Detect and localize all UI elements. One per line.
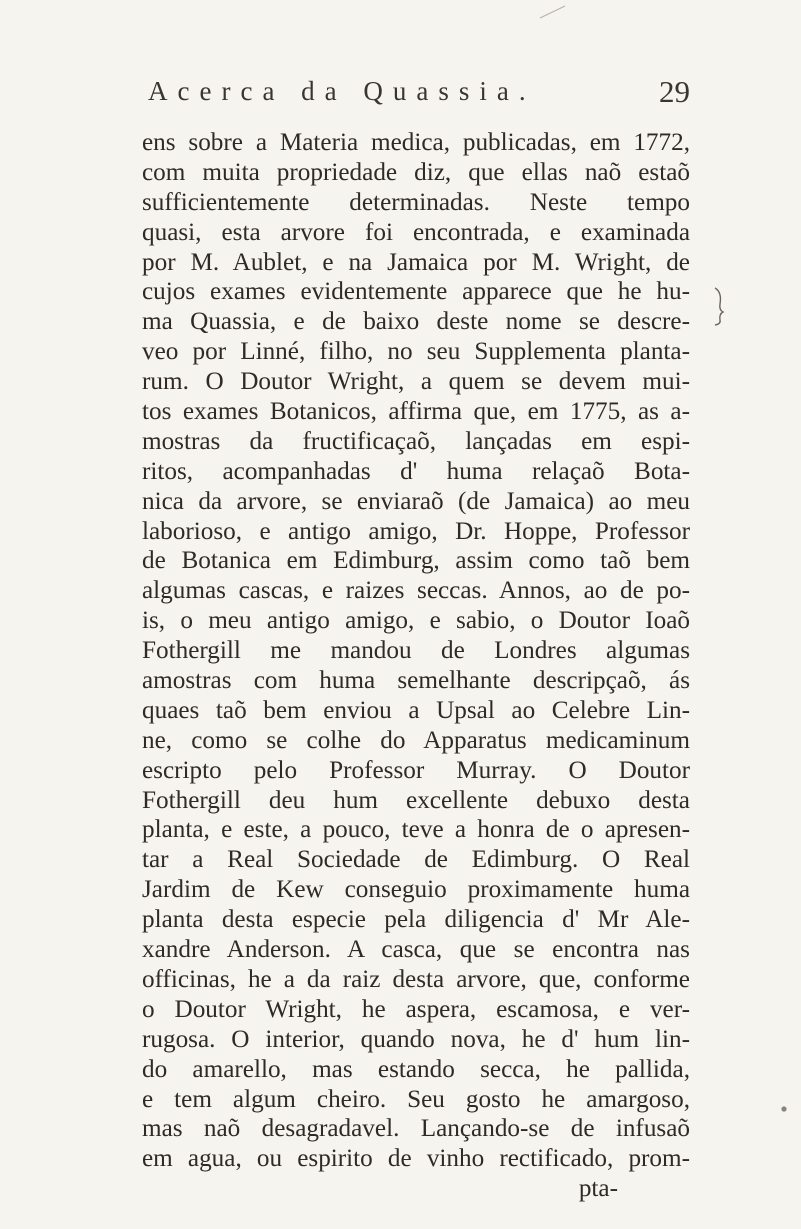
text-line: nica da arvore, se enviaraõ (de Jamaica) ao meu: [142, 487, 690, 515]
text-line: sufficientemente determinadas. Neste tempo: [142, 188, 690, 216]
text-line: ritos, acompanhadas d' huma relaçaõ Bota-: [142, 457, 690, 485]
text-line: algumas cascas, e raizes seccas. Annos, ao de po-: [142, 577, 690, 605]
text-line: Fothergill me mandou de Londres algumas: [142, 637, 690, 665]
text-line: rum. O Doutor Wright, a quem se devem mui-: [142, 368, 690, 396]
body-text: [142, 128, 690, 1204]
text-line: escripto pelo Professor Murray. O Doutor: [142, 756, 690, 784]
text-line: veo por Linné, filho, no seu Supplementa planta-: [142, 338, 690, 366]
text-line: tar a Real Sociedade de Edimburg. O Real: [142, 846, 690, 874]
text-line: do amarello, mas estando secca, he pallida,: [142, 1055, 690, 1083]
ink-dot: [780, 1104, 788, 1114]
text-line: o Doutor Wright, he aspera, escamosa, e ver-: [142, 995, 690, 1023]
text-line: tos exames Botanicos, affirma que, em 1775, as a-: [142, 398, 690, 426]
pen-tick-mark: [538, 4, 568, 20]
catchword: pta-: [578, 1175, 618, 1203]
running-head: Acerca da Quassia.: [148, 76, 536, 106]
text-line: laborioso, e antigo amigo, Dr. Hoppe, Professor: [142, 517, 690, 545]
text-line: de Botanica em Edimburg, assim como taõ bem: [142, 547, 690, 575]
text-line: Jardim de Kew conseguio proximamente huma: [142, 876, 690, 904]
text-line: ne, como se colhe do Apparatus medicaminum: [142, 726, 690, 754]
text-line: planta, e este, a pouco, teve a honra de o apresen-: [142, 816, 690, 844]
text-line: Fothergill deu hum excellente debuxo desta: [142, 786, 690, 814]
text-line: xandre Anderson. A casca, que se encontra nas: [142, 936, 690, 964]
text-line: rugosa. O interior, quando nova, he d' hum lin-: [142, 1025, 690, 1053]
text-line: ens sobre a Materia medica, publicadas, em 1772,: [142, 129, 690, 156]
page-number: 29: [659, 74, 690, 109]
text-line: em agua, ou espirito de vinho rectificado, prom-: [142, 1145, 690, 1173]
margin-bracket-mark: [712, 286, 726, 326]
text-line: cujos exames evidentemente apparece que he hu-: [142, 278, 690, 306]
text-line: com muita propriedade diz, que ellas naõ estaõ: [142, 158, 690, 186]
text-line: is, o meu antigo amigo, e sabio, o Doutor Ioaõ: [142, 607, 690, 635]
text-line: planta desta especie pela diligencia d' Mr Ale-: [142, 906, 690, 934]
text-line: quaes taõ bem enviou a Upsal ao Celebre Lin-: [142, 696, 690, 724]
text-line: quasi, esta arvore foi encontrada, e examinada: [142, 218, 690, 246]
text-line: officinas, he a da raiz desta arvore, que, conforme: [142, 965, 690, 993]
text-line: mostras da fructificaçaõ, lançadas em espi-: [142, 427, 690, 455]
text-line: e tem algum cheiro. Seu gosto he amargoso,: [142, 1085, 690, 1113]
text-line: mas naõ desagradavel. Lançando-se de infusaõ: [142, 1115, 690, 1143]
text-line: por M. Aublet, e na Jamaica por M. Wright, de: [142, 248, 690, 276]
text-line: amostras com huma semelhante descripçaõ, ás: [142, 667, 690, 695]
text-line: ma Quassia, e de baixo deste nome se descre-: [142, 308, 690, 336]
